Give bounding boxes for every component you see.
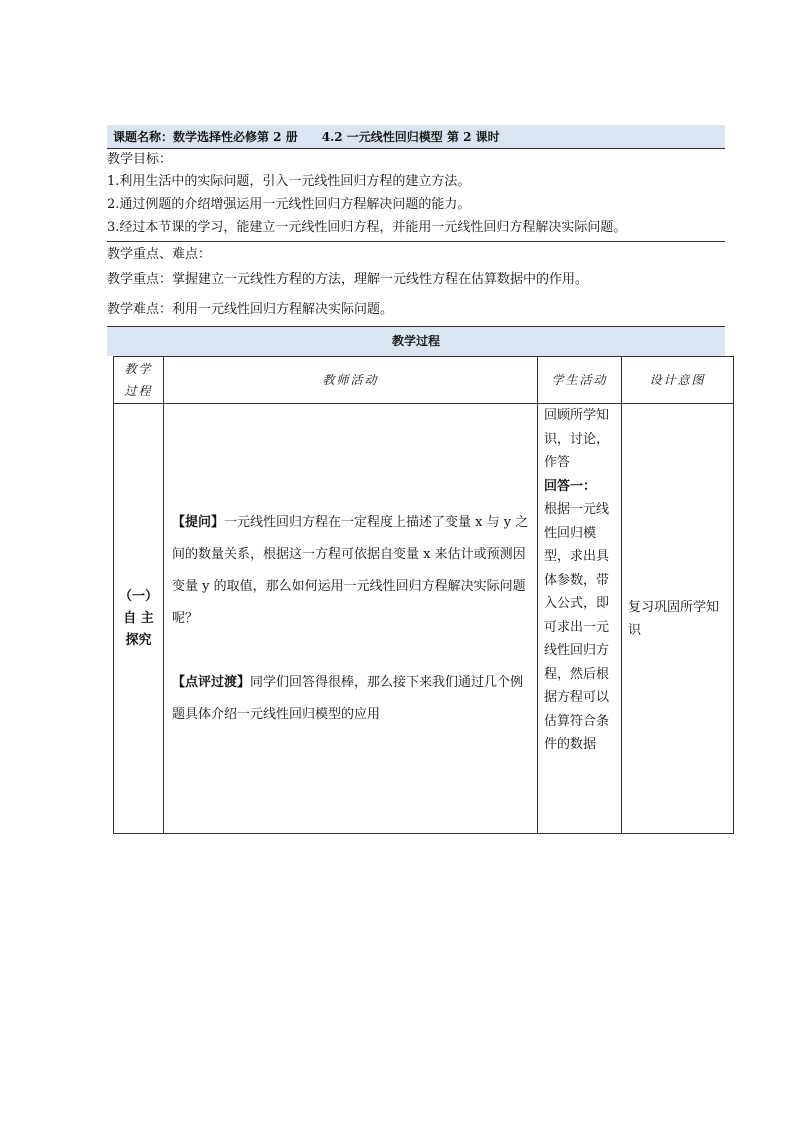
table-row (114, 404, 734, 834)
teacher-question (172, 507, 531, 635)
col-student: 学生活动 (538, 357, 622, 404)
teacher-comment (172, 667, 531, 731)
col-stage-line-1: 教学 (124, 362, 153, 376)
keypoints-title: 教学重点、难点： (107, 247, 212, 262)
student-intro: 回顾所学知识，讨论，作答 (544, 408, 610, 470)
objective-item-1: 1.利用生活中的实际问题，引入一元线性回归方程的建立方法。 (107, 174, 471, 189)
col-stage-line-2: 过程 (124, 384, 153, 398)
course-label: 课题名称：数学选择性必修第 2 册 (113, 130, 298, 144)
stage-cell (114, 404, 164, 834)
divider (107, 241, 725, 242)
key-point: 教学重点：掌握建立一元线性方程的方法，理解一元线性方程在估算数据中的作用。 (107, 272, 589, 287)
lesson-header (107, 125, 725, 149)
process-table (113, 356, 734, 834)
process-title: 教学过程 (107, 326, 725, 356)
stage-line-3: 探究 (125, 632, 152, 648)
table-header-row (114, 357, 734, 404)
student-answer-text: 根据一元线性回归模型，求出具体参数，带入公式，即可求出一元线性回归方程，然后根据方程可以估算符合条件的数据 (544, 502, 610, 752)
lesson-title: 4.2 一元线性回归模型 第 2 课时 (321, 130, 500, 144)
comment-text: 同学们回答得很棒，那么接下来我们通过几个例题具体介绍一元线性回归模型的应用 (172, 674, 524, 722)
col-teacher: 教师活动 (164, 357, 538, 404)
col-stage (114, 357, 164, 404)
objective-item-2: 2.通过例题的介绍增强运用一元线性回归方程解决问题的能力。 (107, 197, 471, 212)
teacher-activity (164, 404, 538, 834)
stage-line-2: 自 主 (123, 610, 154, 626)
student-activity (538, 404, 622, 834)
question-text: 一元线性回归方程在一定程度上描述了变量 x 与 y 之间的数量关系，根据这一方程可依据自变量 x 来估计或预测因变量 y 的取值，那么如何运用一元线性回归方程解决实际问题呢？ (172, 514, 529, 626)
student-answer-tag: 回答一： (544, 478, 597, 494)
comment-tag: 【点评过渡】 (172, 674, 251, 690)
objective-item-3: 3.经过本节课的学习，能建立一元线性回归方程，并能用一元线性回归方程解决实际问题。 (107, 220, 627, 235)
design-intent: 复习巩固所学知识 (622, 404, 734, 834)
col-design: 设计意图 (622, 357, 734, 404)
question-tag: 【提问】 (172, 514, 225, 530)
stage-line-1: （一） (118, 588, 158, 604)
difficulty-point: 教学难点：利用一元线性回归方程解决实际问题。 (107, 302, 394, 317)
objectives-title: 教学目标： (107, 152, 173, 167)
